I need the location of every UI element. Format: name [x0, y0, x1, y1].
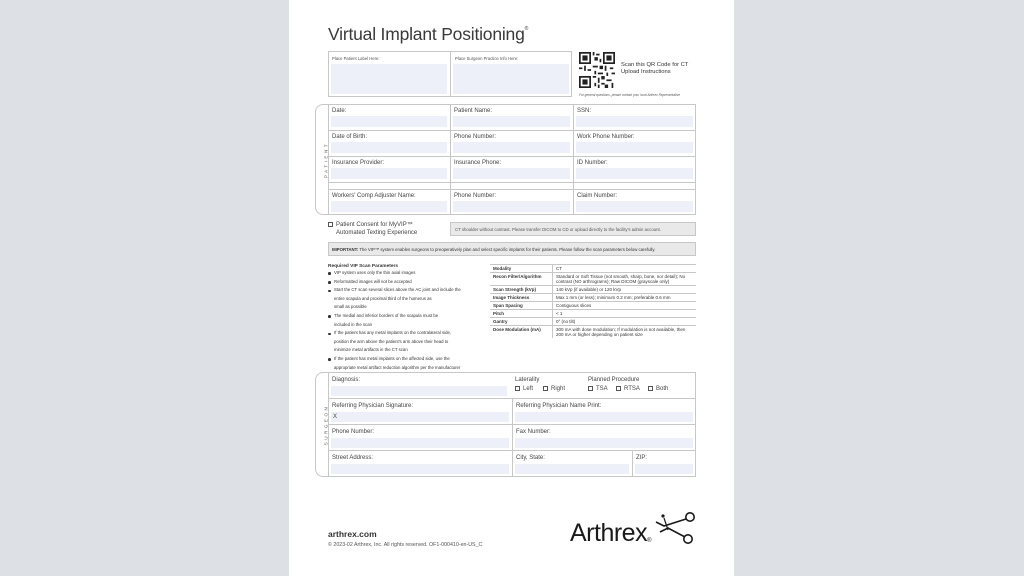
table-row: [490, 302, 696, 310]
param-item: Reformatted images will not be accepted: [328, 278, 488, 287]
field-label: SSN:: [577, 108, 592, 114]
patient-section-tab: PATIENT: [315, 104, 329, 215]
scan-param-key: Modality: [490, 265, 553, 273]
id-number-input[interactable]: [576, 168, 693, 179]
field-label: Workers' Comp Adjuster Name:: [332, 193, 416, 199]
ct-note: CT shoulder without contrast. Please transfer DICOM to CD or upload directly to the facility's admin account.: [455, 227, 661, 232]
name-print-input[interactable]: [515, 412, 693, 422]
param-item: minimize metal artifacts in the CT scan: [334, 347, 408, 353]
scan-param-value: 300 mA with dose modulation; If modulation is not available, then 200 mA or higher depending on patient size: [553, 326, 697, 339]
surgeon-phone-input[interactable]: [331, 438, 509, 448]
scan-param-key: Dose Modulation (mA): [490, 326, 553, 339]
signature-input[interactable]: [331, 412, 509, 422]
footer-copyright: © 2023-02 Arthrex, Inc. All rights reserved. OF1-000410-en-US_C: [328, 542, 483, 548]
scan-param-key: Scan Strength (kVp): [490, 286, 553, 294]
right-checkbox[interactable]: Right: [543, 386, 565, 392]
zip-label: ZIP:: [636, 455, 648, 461]
city-input[interactable]: [515, 464, 629, 474]
fax-label: Fax Number:: [516, 429, 551, 435]
page-title: Virtual Implant Positioning®: [328, 24, 529, 44]
scan-param-value: Contiguous slices: [553, 302, 697, 310]
procedure-label: Planned Procedure: [588, 377, 640, 383]
scissors-logo-icon: [654, 508, 698, 550]
work-phone-input[interactable]: [576, 142, 693, 153]
param-item: Start the CT scan several slices above the AC joint and include the: [328, 286, 488, 295]
insurance-provider-input[interactable]: [331, 168, 447, 179]
both-checkbox[interactable]: Both: [648, 386, 668, 392]
surgeon-section-tab: SURGEON: [315, 372, 329, 477]
fax-input[interactable]: [515, 438, 693, 448]
scan-param-key: Gantry: [490, 318, 553, 326]
scan-param-value: Max 1 mm (or less); minimum 0.2 mm; preferable 0.6 mm: [553, 294, 697, 302]
rtsa-checkbox[interactable]: RTSA: [616, 386, 640, 392]
patient-name-input[interactable]: [453, 116, 570, 127]
qr-caption-1: Scan this QR Code for CT: [621, 62, 689, 68]
date-input[interactable]: [331, 116, 447, 127]
field-label: Date:: [332, 108, 347, 114]
table-row: [490, 326, 696, 339]
param-item: included in the scan: [334, 321, 372, 327]
scan-parameters-table: [490, 264, 696, 338]
param-item: appropriate metal artifact reduction algorithm per the manufacturer: [334, 364, 461, 370]
scan-param-value: 0° (no tilt): [553, 318, 697, 326]
scan-param-key: Image Thickness: [490, 294, 553, 302]
form-page: [289, 0, 734, 576]
param-item: small as possible: [334, 304, 367, 310]
important-label: IMPORTANT:: [332, 247, 359, 252]
field-label: Insurance Provider:: [332, 160, 385, 166]
param-item: If the patient has metal implants on the affected side, use the: [328, 355, 488, 364]
claim-number-input[interactable]: [576, 201, 693, 212]
table-row: [490, 273, 696, 286]
consent-checkbox[interactable]: [328, 222, 413, 228]
params-heading: Required VIP Scan Parameters: [328, 264, 399, 269]
diagnosis-input[interactable]: [331, 386, 507, 396]
field-label: Claim Number:: [577, 193, 618, 199]
table-row: [490, 265, 696, 273]
street-input[interactable]: [331, 464, 509, 474]
scan-param-key: Span Spacing: [490, 302, 553, 310]
table-row: [490, 318, 696, 326]
table-row: [490, 286, 696, 294]
dob-input[interactable]: [331, 142, 447, 153]
scan-param-value: Standard or Soft Tissue (not smooth, sharp, bone, nor detail); No contrast (NO arthrograms); Raw DICOM (grayscale only): [553, 273, 697, 286]
tsa-checkbox[interactable]: TSA: [588, 386, 608, 392]
param-item: If the patient has any metal implants on the contralateral side,: [328, 329, 488, 338]
surgeon-phone-label: Phone Number:: [332, 429, 375, 435]
arthrex-logo: Arthrex®: [570, 519, 652, 547]
laterality-label: Laterality: [515, 377, 540, 383]
surgeon-info-caption: Place Surgeon Practice Info Here:: [455, 56, 519, 61]
field-label: Phone Number:: [454, 193, 497, 199]
field-label: Insurance Phone:: [454, 160, 502, 166]
scan-param-key: Recon Filter/Algorithm: [490, 273, 553, 286]
consent-line-1: Patient Consent for MyVIP™: [336, 222, 413, 228]
footer-site-link[interactable]: arthrex.com: [328, 529, 377, 539]
param-item: VIP system uses only the thin axial images: [328, 269, 488, 278]
signature-x: X: [333, 414, 338, 420]
ssn-input[interactable]: [576, 116, 693, 127]
questions-note: For general questions, please contact your local Arthrex Representative: [579, 93, 681, 97]
patient-label-caption: Place Patient Label Here:: [332, 56, 380, 61]
field-label: Date of Birth:: [332, 134, 368, 140]
scan-param-key: Pitch: [490, 310, 553, 318]
field-label: Patient Name:: [454, 108, 493, 114]
zip-input[interactable]: [635, 464, 693, 474]
param-item: entire scapula and proximal third of the humerus as: [334, 295, 432, 301]
adjuster-phone-input[interactable]: [453, 201, 570, 212]
table-row: [490, 294, 696, 302]
field-label: Work Phone Number:: [577, 134, 635, 140]
diagnosis-label: Diagnosis:: [332, 377, 361, 383]
qr-code-icon[interactable]: [579, 52, 615, 88]
patient-label-area[interactable]: [331, 64, 447, 94]
scan-param-value: < 1: [553, 310, 697, 318]
important-text: The VIP™ system enables surgeons to preoperatively plan and select specific implants for their patients. Please follow the scan parameters below carefully.: [359, 247, 656, 252]
signature-label: Referring Physician Signature:: [332, 403, 414, 409]
left-checkbox[interactable]: Left: [515, 386, 533, 392]
qr-caption-2: Upload Instructions: [621, 69, 671, 75]
adjuster-name-input[interactable]: [331, 201, 447, 212]
field-label: Phone Number:: [454, 134, 497, 140]
consent-line-2: Automated Texting Experience: [336, 230, 418, 236]
scan-param-value: CT: [553, 265, 697, 273]
street-label: Street Address:: [332, 455, 374, 461]
important-banner: [328, 242, 696, 256]
field-label: ID Number:: [577, 160, 608, 166]
city-label: City, State:: [516, 455, 545, 461]
phone-input[interactable]: [453, 142, 570, 153]
insurance-phone-input[interactable]: [453, 168, 570, 179]
name-print-label: Referring Physician Name Print:: [516, 403, 602, 409]
params-list: [328, 269, 488, 372]
surgeon-info-area[interactable]: [453, 64, 569, 94]
param-item: The medial and inferior borders of the scapula must be: [328, 312, 488, 321]
scan-param-value: 140 kVp (if available) or 120 kVp: [553, 286, 697, 294]
ct-note-box: [450, 222, 696, 236]
table-row: [490, 310, 696, 318]
param-item: position the arm above the patient's arm above their head to: [334, 338, 449, 344]
